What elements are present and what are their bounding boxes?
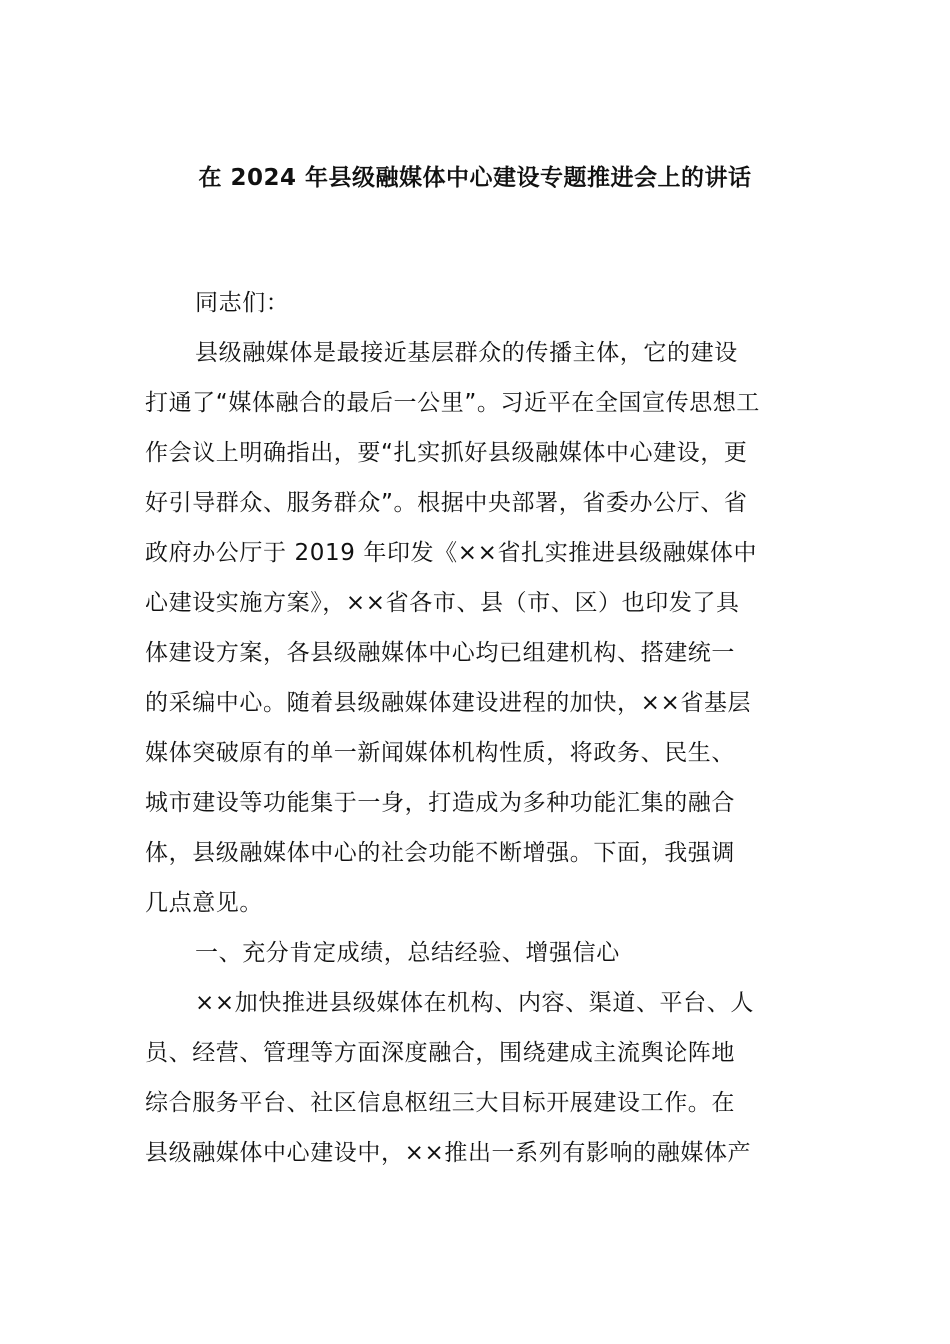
text-line: 作会议上明确指出，要“扎实抓好县级融媒体中心建设，更 (145, 440, 748, 466)
section-heading: 一、充分肯定成绩，总结经验、增强信心 (195, 940, 620, 966)
text-line: 心建设实施方案》，××省各市、县（市、区）也印发了具 (145, 590, 740, 616)
text-line: 体，县级融媒体中心的社会功能不断增强。下面，我强调 (145, 840, 735, 866)
text-line: 好引导群众、服务群众”。根据中央部署，省委办公厅、省 (145, 490, 748, 516)
text-line: 打通了“媒体融合的最后一公里”。习近平在全国宣传思想工 (145, 390, 761, 416)
text-line: 同志们： (195, 290, 290, 316)
text-line: 员、经营、管理等方面深度融合，围绕建成主流舆论阵地 (145, 1040, 735, 1066)
text-line: ××加快推进县级媒体在机构、内容、渠道、平台、人 (195, 990, 754, 1016)
text-line: 县级融媒体中心建设中，××推出一系列有影响的融媒体产 (145, 1140, 752, 1166)
text-line: 县级融媒体是最接近基层群众的传播主体，它的建设 (195, 340, 738, 366)
text-line: 政府办公厅于 2019 年印发《××省扎实推进县级融媒体中 (145, 540, 758, 566)
document-title: 在 2024 年县级融媒体中心建设专题推进会上的讲话 (198, 165, 752, 191)
document-body (145, 282, 815, 1182)
text-line: 城市建设等功能集于一身，打造成为多种功能汇集的融合 (145, 790, 735, 816)
text-line: 几点意见。 (145, 890, 263, 916)
text-line: 体建设方案，各县级融媒体中心均已组建机构、搭建统一 (145, 640, 735, 666)
text-line: 的采编中心。随着县级融媒体建设进程的加快，××省基层 (145, 690, 752, 716)
text-line: 媒体突破原有的单一新闻媒体机构性质，将政务、民生、 (145, 740, 735, 766)
text-line: 综合服务平台、社区信息枢纽三大目标开展建设工作。在 (145, 1090, 735, 1116)
